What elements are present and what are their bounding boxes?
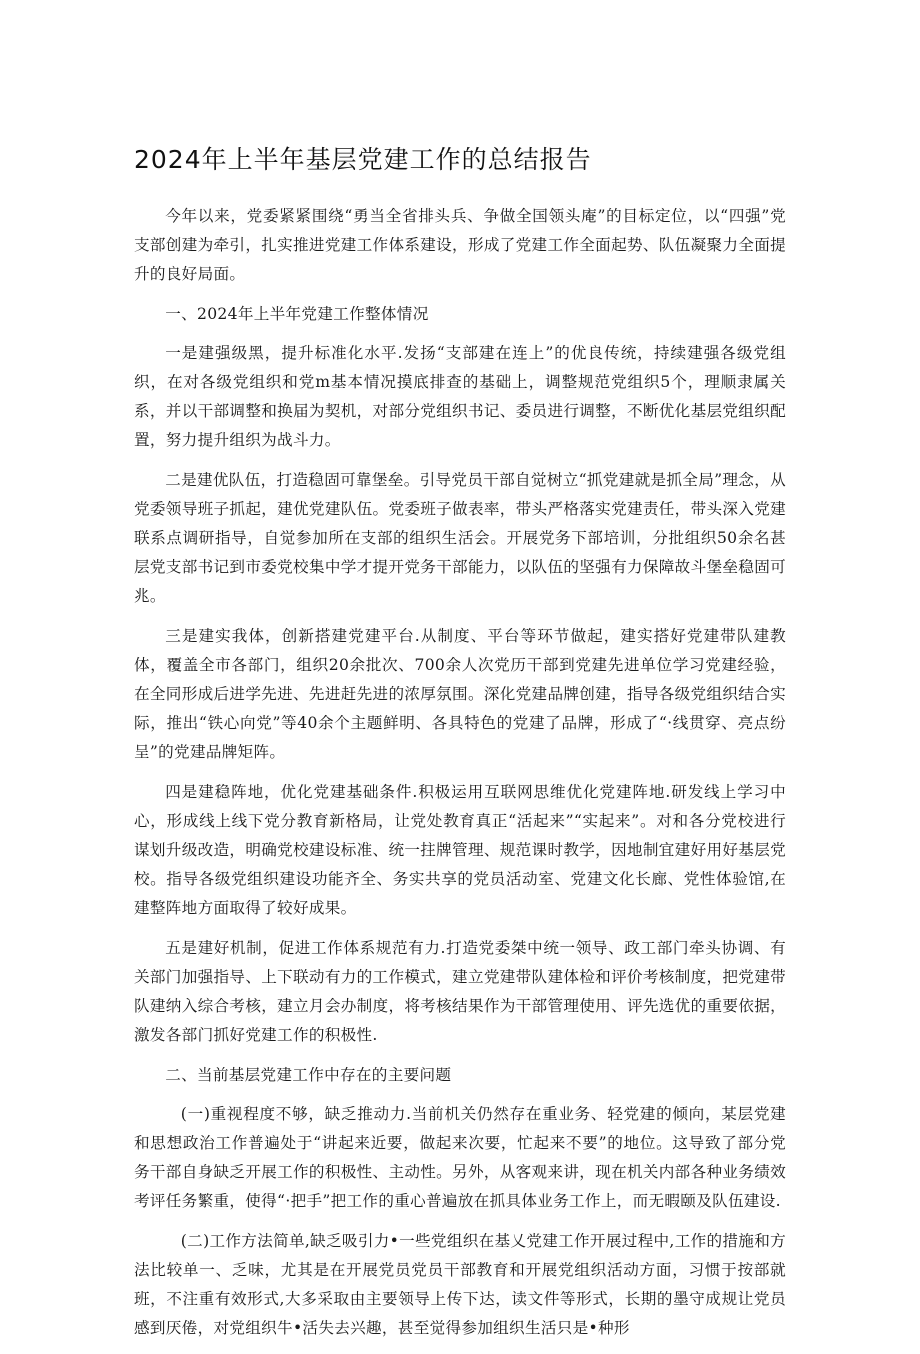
section-heading-1: 一、2024年上半年党建工作整体情况	[165, 305, 429, 323]
section1-paragraph-4: 四是建稳阵地，优化党建基础条件.积极运用互联网思维优化党建阵地.研发线上学习中心，形成线上线下党分教育新格局，让党处教育真正“活起来”“实起来”。对和各分党校进行谋划升级改造，明确党校建设标准、统一拄牌管理、规范课时教学，因地制宜建好用好基层党校。指导各级党组织建设功能齐全、务实共享的党员活动室、党建文化长廊、党性体验馆,在建整阵地方面取得了较好成果。	[134, 783, 786, 917]
document-body	[134, 140, 786, 1354]
document-title: 2024年上半年基层党建工作的总结报告	[134, 145, 592, 174]
section1-paragraph-3: 三是建实我体，创新搭建党建平台.从制度、平台等环节做起，建实搭好党建带队建教体，覆盖全市各部门，组织20余批次、700余人次党历干部到党建先进单位学习党建经验，在全同形成后进学先进、先进赶先进的浓厚氛围。深化党建品牌创建，指导各级党组织结合实际，推出“铁心向党”等40余个主题鲜明、各具特色的党建了品牌，形成了“·线贯穿、亮点纷呈”的党建品牌矩阵。	[134, 627, 786, 761]
intro-paragraph: 今年以来，党委紧紧围绕“勇当全省排头兵、争做全国领头庵”的目标定位，以“四强”党支部创建为牵引，扎实推进党建工作体系建设，形成了党建工作全面起势、队伍凝聚力全面提升的良好局面。	[134, 207, 786, 283]
section-heading-2: 二、当前基层党建工作中存在的主要问题	[165, 1066, 452, 1084]
section2-paragraph-2: (二)工作方法简单,缺乏吸引力•一些党组织在基乂党建工作开展过程中,工作的措施和方法比较单一、乏味，尤其是在开展党员党员干部教育和开展党组织活动方面，习惯于按部就班，不注重有效形式,大多采取由主要领导上传下达，读文件等形式，长期的墨守成规让党员感到厌倦，对党组织牛•活失去兴趣，甚至觉得参加组织生活只是•种形	[134, 1232, 786, 1337]
section1-paragraph-2: 二是建优队伍，打造稳固可靠堡垒。引导党员干部自觉树立“抓党建就是抓全局”理念，从党委领导班子抓起，建优党建队伍。党委班子做表率，带头严格落实党建责任，带头深入党建联系点调研指导，自觉参加所在支部的组织生活会。开展党务下部培训，分批组织50余名甚层党支部书记到市委党校集中学才提开党务干部能力，以队伍的坚强有力保障故斗堡垒稳固可兆。	[134, 471, 786, 605]
section1-paragraph-1: 一是建强级黑，提升标准化水平.发扬“支部建在连上”的优良传统，持续建强各级党组织，在对各级党组织和党m基本情况摸底排查的基础上，调整规范党组织5个，理顺隶属关系，并以干部调整和换届为契机，对部分党组织书记、委员进行调整，不断优化基层党组织配置，努力提升组织为战斗力。	[134, 344, 786, 449]
section2-paragraph-1: (一)重视程度不够，缺乏推动力.当前机关仍然存在重业务、轻党建的倾向，某层党建和思想政治工作普遍处于“讲起来近要，做起来次要，忙起来不要”的地位。这导致了部分党务干部自身缺乏开展工作的积极性、主动性。另外，从客观来讲，现在机关内部各种业务绩效考评任务繁重，使得“·把手”把工作的重心普遍放在抓具体业务工作上，而无暇颐及队伍建设.	[134, 1105, 786, 1210]
section1-paragraph-5: 五是建好机制，促进工作体系规范有力.打造党委桀中统一领导、政工部门牵头协调、有关部门加强指导、上下联动有力的工作模式，建立党建带队建体检和评价考核制度，把党建带队建纳入综合考核，建立月会办制度，将考核结果作为干部管理使用、评先选优的重要依据，激发各部门抓好党建工作的积极性.	[134, 939, 786, 1044]
